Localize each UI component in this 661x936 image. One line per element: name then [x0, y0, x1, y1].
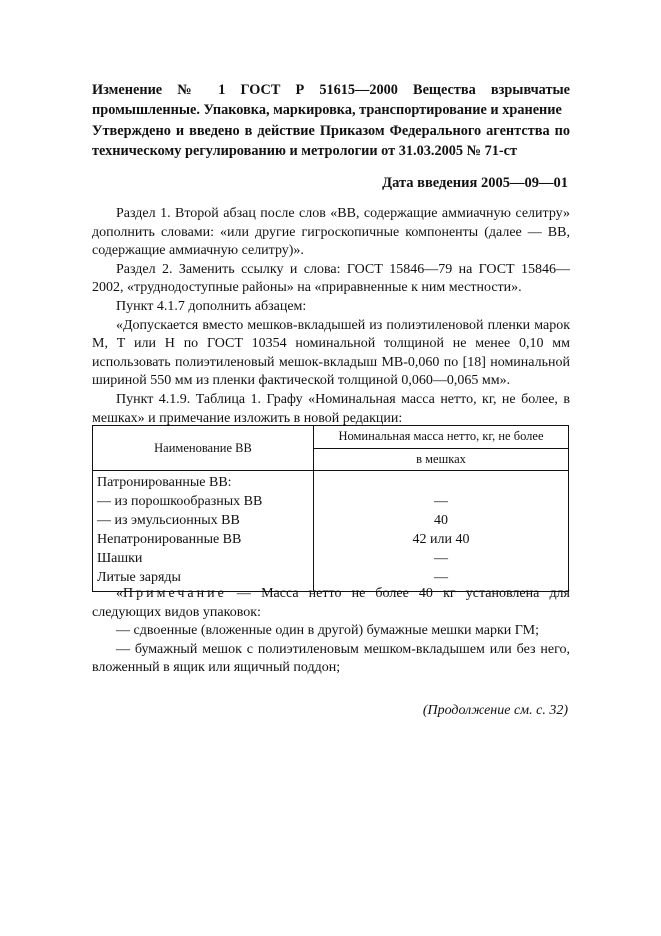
- table-row-value: —: [434, 570, 448, 585]
- table-row-value: —: [434, 551, 448, 566]
- table-names-cell: [93, 471, 314, 592]
- document-title: Изменение № 1 ГОСТ Р 51615—2000 Вещества взрывчатые промышленные. Упаковка, маркировка, транспортирование и хранение: [92, 82, 570, 118]
- table-row-name: — из эмульсионных ВВ: [97, 513, 240, 528]
- paragraph-quote: «Допускается вместо мешков-вкладышей из полиэтиленовой пленки марок М, Т или Н по ГОСТ 10354 номинальной толщиной не менее 0,10 мм использовать полиэтиленовый мешок-вкладыш МВ-0,060 по [18] номинальной шириной 550 мм из пленки фактической толщиной 0,060—0,065 мм».: [92, 317, 570, 389]
- approval-statement: Утверждено и введено в действие Приказом Федерального агентства по техническому регулированию и метрологии от 31.03.2005 № 71-ст: [92, 123, 570, 159]
- table-row-name: Непатронированные ВВ: [97, 532, 242, 547]
- col-header-name: Наименование ВВ: [93, 426, 314, 471]
- note-block: [92, 585, 570, 678]
- table-row-name: Литые заряды: [97, 570, 181, 585]
- note-item: — сдвоенные (вложенные один в другой) бумажные мешки марки ГМ;: [116, 623, 540, 639]
- col-subheader-bags: в мешках: [314, 448, 569, 471]
- effective-date: Дата введения 2005—09—01: [382, 175, 568, 191]
- note-paragraph: [92, 585, 570, 622]
- table-row-name: Патронированные ВВ:: [97, 475, 232, 490]
- paragraph-item-4-1-9: Пункт 4.1.9. Таблица 1. Графу «Номинальная масса нетто, кг, не более, в мешках» и примечание изложить в новой редакции:: [92, 391, 570, 426]
- note-text: — Масса нетто не более 40 кг установлена для следующих видов упаковок:: [92, 586, 570, 620]
- table-row-value: —: [434, 494, 448, 509]
- paragraph-item-4-1-7: Пункт 4.1.7 дополнить абзацем:: [116, 298, 307, 314]
- table-row-value: [314, 473, 568, 492]
- paragraph-section-1: Раздел 1. Второй абзац после слов «ВВ, содержащие аммиачную селитру» дополнить словами: «или другие гигроскопичные компоненты (далее — ВВ, содержащие аммиачную селитру)».: [92, 206, 570, 259]
- table-row-name: Шашки: [97, 551, 143, 566]
- note-open-quote: «: [116, 586, 123, 601]
- mass-table: [92, 425, 569, 592]
- table-values-cell: [314, 471, 569, 592]
- table-row-name: — из порошкообразных ВВ: [97, 494, 263, 509]
- table-row-value: 42 или 40: [412, 532, 470, 547]
- continuation-note: (Продолжение см. с. 32): [422, 703, 568, 718]
- amendment-text: [92, 205, 570, 428]
- paragraph-section-2: Раздел 2. Заменить ссылку и слова: ГОСТ 15846—79 на ГОСТ 15846—2002, «труднодоступные районы» на «приравненные к ним местности».: [92, 261, 570, 296]
- table-row-value: 40: [434, 513, 448, 528]
- note-label: Примечание: [123, 586, 227, 601]
- col-header-mass: Номинальная масса нетто, кг, не более: [314, 426, 569, 449]
- note-item: — бумажный мешок с полиэтиленовым мешком-вкладышем или без него, вложенный в ящик или ящичный поддон;: [92, 641, 570, 676]
